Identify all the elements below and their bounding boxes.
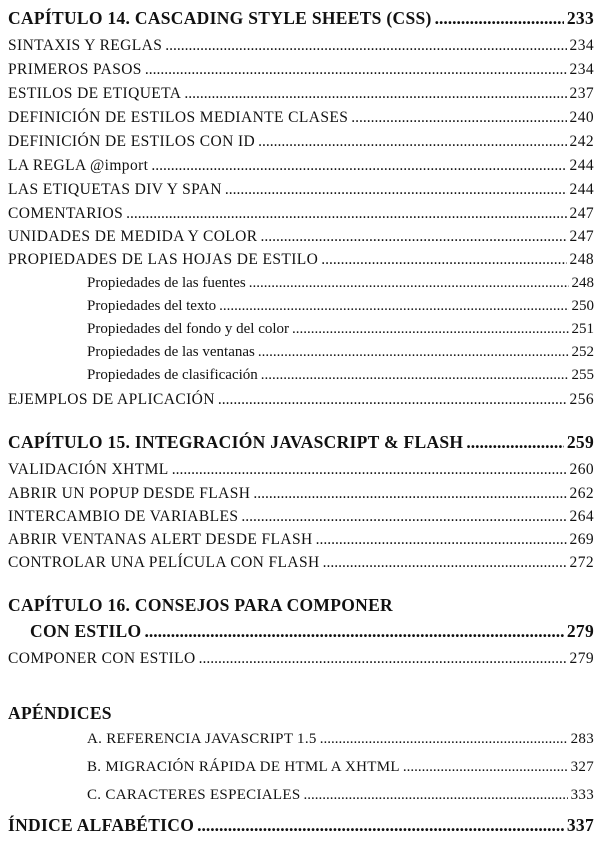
leader-dots: [303, 787, 567, 804]
entry-label: CONTROLAR UNA PELÍCULA CON FLASH: [8, 554, 320, 571]
page-number: 237: [569, 85, 594, 102]
appendix-entry[interactable]: [87, 731, 594, 748]
page-number: 259: [566, 432, 594, 452]
page-number: 240: [569, 109, 594, 126]
leader-dots: [199, 650, 567, 668]
leader-dots: [165, 37, 566, 55]
page-number: 252: [571, 344, 594, 360]
page-number: 247: [569, 205, 594, 222]
leader-dots: [241, 508, 566, 526]
toc-entry[interactable]: [8, 37, 594, 55]
toc-entry[interactable]: [8, 157, 594, 175]
toc-entry[interactable]: [8, 228, 594, 246]
entry-label: LA REGLA @import: [8, 157, 149, 174]
chapter-title: CAPÍTULO 14. CASCADING STYLE SHEETS (CSS): [8, 8, 432, 28]
chapter-14-heading[interactable]: [8, 8, 594, 29]
leader-dots: [197, 815, 564, 836]
entry-label: C. CARACTERES ESPECIALES: [87, 787, 301, 803]
leader-dots: [435, 8, 564, 29]
appendix-entry[interactable]: [87, 787, 594, 804]
page-number: 327: [570, 759, 594, 775]
page-number: 256: [569, 391, 594, 408]
toc-entry[interactable]: [8, 650, 594, 668]
page-number: 234: [569, 37, 594, 54]
page-number: 337: [566, 815, 594, 835]
page-number: 242: [569, 133, 594, 150]
page-number: 248: [569, 251, 594, 268]
leader-dots: [253, 485, 566, 503]
page-number: 255: [571, 367, 594, 383]
chapter-title: CON ESTILO: [30, 621, 142, 641]
leader-dots: [151, 157, 566, 175]
toc-subentry[interactable]: [87, 298, 594, 315]
entry-label: PRIMEROS PASOS: [8, 61, 142, 78]
toc-subentry[interactable]: [87, 275, 594, 292]
index-title: ÍNDICE ALFABÉTICO: [8, 815, 195, 835]
page-number: 279: [566, 621, 594, 641]
toc-entry[interactable]: [8, 485, 594, 503]
toc-entry[interactable]: [8, 181, 594, 199]
toc-subentry[interactable]: [87, 321, 594, 338]
page-number: 333: [570, 787, 594, 803]
toc-entry[interactable]: [8, 531, 594, 549]
page-number: 244: [569, 181, 594, 198]
toc-entry[interactable]: [8, 391, 594, 409]
entry-label: COMPONER CON ESTILO: [8, 650, 196, 667]
index-heading[interactable]: [8, 815, 594, 836]
chapter-16-heading[interactable]: [30, 621, 594, 642]
toc-entry[interactable]: [8, 554, 594, 572]
toc-entry[interactable]: [8, 251, 594, 269]
page-number: 247: [569, 228, 594, 245]
chapter-15-heading[interactable]: [8, 432, 594, 453]
page-number: 279: [569, 650, 594, 667]
leader-dots: [316, 531, 567, 549]
page-number: 250: [571, 298, 594, 314]
chapter-16-title-line1: CAPÍTULO 16. CONSEJOS PARA COMPONER: [8, 595, 393, 615]
page-number: 233: [566, 8, 594, 28]
entry-label: A. REFERENCIA JAVASCRIPT 1.5: [87, 731, 317, 747]
leader-dots: [258, 133, 566, 151]
leader-dots: [261, 367, 569, 384]
leader-dots: [261, 228, 567, 246]
entry-label: ABRIR UN POPUP DESDE FLASH: [8, 485, 251, 502]
entry-label: EJEMPLOS DE APLICACIÓN: [8, 391, 215, 408]
entry-label: INTERCAMBIO DE VARIABLES: [8, 508, 239, 525]
toc-subentry[interactable]: [87, 344, 594, 361]
appendices-title: APÉNDICES: [8, 703, 112, 723]
chapter-title: CAPÍTULO 15. INTEGRACIÓN JAVASCRIPT & FLASH: [8, 432, 464, 452]
leader-dots: [323, 554, 567, 572]
entry-label: VALIDACIÓN XHTML: [8, 461, 169, 478]
toc-entry[interactable]: [8, 205, 594, 223]
leader-dots: [172, 461, 567, 479]
leader-dots: [351, 109, 566, 127]
entry-label: ESTILOS DE ETIQUETA: [8, 85, 182, 102]
toc-entry[interactable]: [8, 61, 594, 79]
page-number: 244: [569, 157, 594, 174]
entry-label: LAS ETIQUETAS DIV Y SPAN: [8, 181, 222, 198]
toc-entry[interactable]: [8, 85, 594, 103]
entry-label: SINTAXIS Y REGLAS: [8, 37, 163, 54]
page-number: 234: [569, 61, 594, 78]
toc-entry[interactable]: [8, 461, 594, 479]
leader-dots: [184, 85, 566, 103]
appendix-entry[interactable]: [87, 759, 594, 776]
leader-dots: [292, 321, 568, 338]
leader-dots: [403, 759, 568, 776]
leader-dots: [258, 344, 569, 361]
page-number: 269: [569, 531, 594, 548]
leader-dots: [321, 251, 566, 269]
leader-dots: [219, 298, 568, 315]
entry-label: DEFINICIÓN DE ESTILOS CON ID: [8, 133, 256, 150]
page-number: 251: [571, 321, 594, 337]
entry-label: UNIDADES DE MEDIDA Y COLOR: [8, 228, 258, 245]
entry-label: Propiedades de clasificación: [87, 367, 258, 383]
toc-entry[interactable]: [8, 109, 594, 127]
entry-label: ABRIR VENTANAS ALERT DESDE FLASH: [8, 531, 313, 548]
leader-dots: [466, 432, 564, 453]
toc-entry[interactable]: [8, 133, 594, 151]
entry-label: Propiedades del texto: [87, 298, 217, 314]
entry-label: B. MIGRACIÓN RÁPIDA DE HTML A XHTML: [87, 759, 400, 775]
toc-entry[interactable]: [8, 508, 594, 526]
entry-label: Propiedades del fondo y del color: [87, 321, 290, 337]
leader-dots: [249, 275, 569, 292]
entry-label: COMENTARIOS: [8, 205, 124, 222]
leader-dots: [145, 61, 567, 79]
toc-subentry[interactable]: [87, 367, 594, 384]
page-number: 262: [569, 485, 594, 502]
page-number: 264: [569, 508, 594, 525]
entry-label: Propiedades de las fuentes: [87, 275, 246, 291]
leader-dots: [144, 621, 563, 642]
leader-dots: [320, 731, 568, 748]
entry-label: Propiedades de las ventanas: [87, 344, 255, 360]
page-number: 272: [569, 554, 594, 571]
leader-dots: [126, 205, 566, 223]
leader-dots: [225, 181, 567, 199]
leader-dots: [218, 391, 567, 409]
page-number: 283: [570, 731, 594, 747]
entry-label: DEFINICIÓN DE ESTILOS MEDIANTE CLASES: [8, 109, 349, 126]
page-number: 248: [571, 275, 594, 291]
entry-label: PROPIEDADES DE LAS HOJAS DE ESTILO: [8, 251, 319, 268]
page-number: 260: [569, 461, 594, 478]
